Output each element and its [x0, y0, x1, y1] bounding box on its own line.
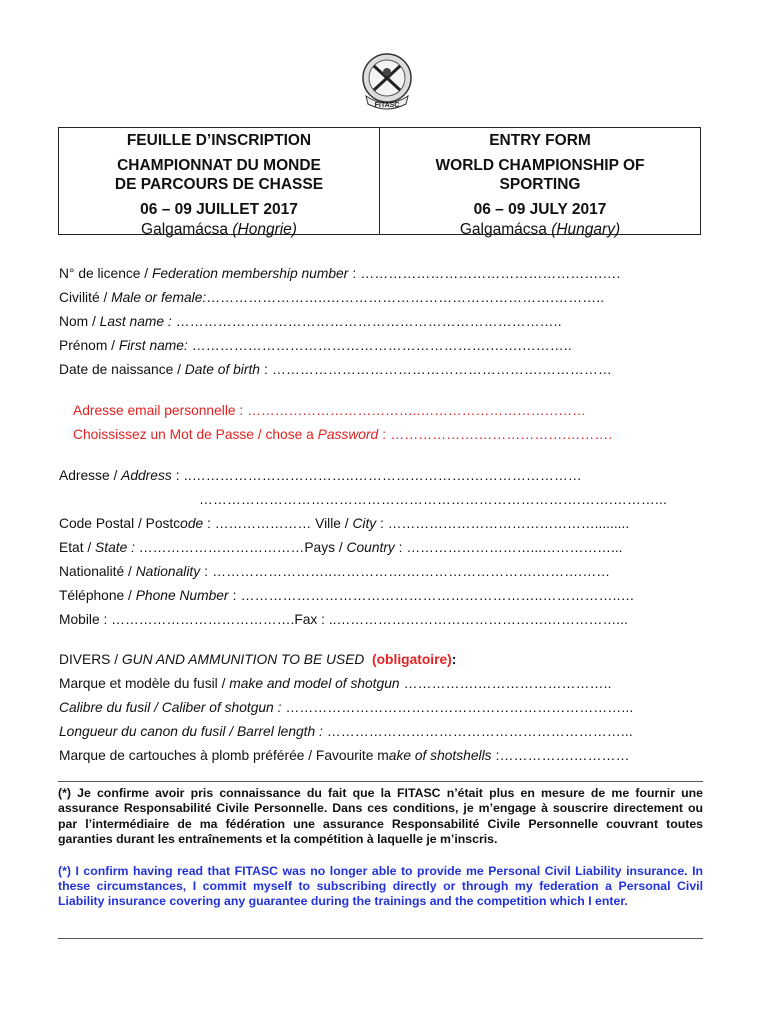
venue-fr: Galgamácsa (Hongrie): [141, 221, 297, 238]
svg-text:FITASC: FITASC: [374, 102, 400, 109]
licence-field[interactable]: N° de licence / Federation membership number : …………………………………………….….: [59, 266, 621, 281]
header-english: [379, 128, 700, 238]
championship-en-line2: SPORTING: [499, 176, 581, 193]
venue-en: Galgamácsa (Hungary): [459, 221, 621, 238]
championship-fr-line1: CHAMPIONNAT DU MONDE: [117, 157, 321, 174]
calibre-field[interactable]: Calibre du fusil / Caliber of shotgun : ………………………………………………………………...: [59, 700, 634, 715]
header-table: [58, 127, 701, 238]
state-country-field[interactable]: Etat / State : ………………………………Pays / Country : ………………………...……………...: [59, 540, 623, 555]
postcode-city-field[interactable]: Code Postal / Postcode : ………………… Ville / City : ……………………………………….........: [59, 516, 630, 531]
last-name-field[interactable]: Nom / Last name : ………………………………………………………………………..: [59, 314, 562, 329]
dates-fr: 06 – 09 JUILLET 2017: [140, 201, 298, 218]
address-field[interactable]: Adresse / Address : ..……………………………..…………………….……………………: [59, 468, 582, 483]
entry-form-fields: [59, 262, 704, 768]
divers-heading: DIVERS / GUN AND AMMUNITION TO BE USED (obligatoire):: [59, 652, 457, 667]
email-field[interactable]: Adresse email personnelle : ………………………………..………………………………: [73, 403, 586, 418]
barrel-length-field[interactable]: Longueur du canon du fusil / Barrel length : ………………………………………………………...: [59, 724, 633, 739]
password-field[interactable]: Choississez un Mot de Passe / chose a Password : ……………….……………….……….: [73, 427, 613, 442]
address-line2-field[interactable]: ……………………………………………………………………….…….………...: [199, 492, 668, 507]
cartridges-field[interactable]: Marque de cartouches à plomb préférée / Favourite make of shotshells :…………….…………: [59, 748, 630, 763]
title-fr: FEUILLE D’INSCRIPTION: [126, 132, 312, 149]
dates-en: 06 – 09 JULY 2017: [473, 201, 607, 218]
championship-fr-line2: DE PARCOURS DE CHASSE: [114, 176, 324, 193]
gun-model-field[interactable]: Marque et modèle du fusil / make and model of shotgun …………….………………………..: [59, 676, 612, 691]
first-name-field[interactable]: Prénom / First name: ……………………………………………………….…….………..: [59, 338, 572, 353]
phone-field[interactable]: Téléphone / Phone Number : ………………………………………………………..……………..…: [59, 588, 635, 603]
birth-date-field[interactable]: Date de naissance / Date of birth : ………………………………………………….……………: [59, 362, 613, 377]
header-french: [59, 128, 379, 238]
nationality-field[interactable]: Nationalité / Nationality : ……………………..…………….……………………….……….……: [59, 564, 611, 579]
championship-en-line1: WORLD CHAMPIONSHIP OF: [435, 157, 645, 174]
notice-french: (*) Je confirme avoir pris connaissance du fait que la FITASC n’était plus en mesure de me fournir une assurance Responsabilité Civile Personnelle. Dans ces conditions, je m’engage à souscrire directement ou par l’intermédiaire de ma fédération une assurance Responsabilité Civile Personnelle couvrant toutes garanties durant les entraînements et la compétition à laquelle je m’inscris.: [58, 786, 703, 847]
notice-english: (*) I confirm having read that FITASC was no longer able to provide me Personal Civil Liability insurance. In these circumstances, I commit myself to subscribing directly or through my federation a Personal Civil Liability insurance covering any guarantee during the trainings and the competition which I enter.: [58, 863, 703, 909]
title-en: ENTRY FORM: [489, 132, 591, 149]
mandatory-label: (obligatoire): [372, 652, 452, 667]
insurance-notice: [58, 781, 703, 939]
civility-field[interactable]: Civilité / Male or female:……………………..………………………………………….………..: [59, 290, 605, 305]
fitasc-logo: [358, 52, 416, 112]
mobile-fax-field[interactable]: Mobile : ………………………………….Fax : ..……………………………………….……………...: [59, 612, 628, 627]
